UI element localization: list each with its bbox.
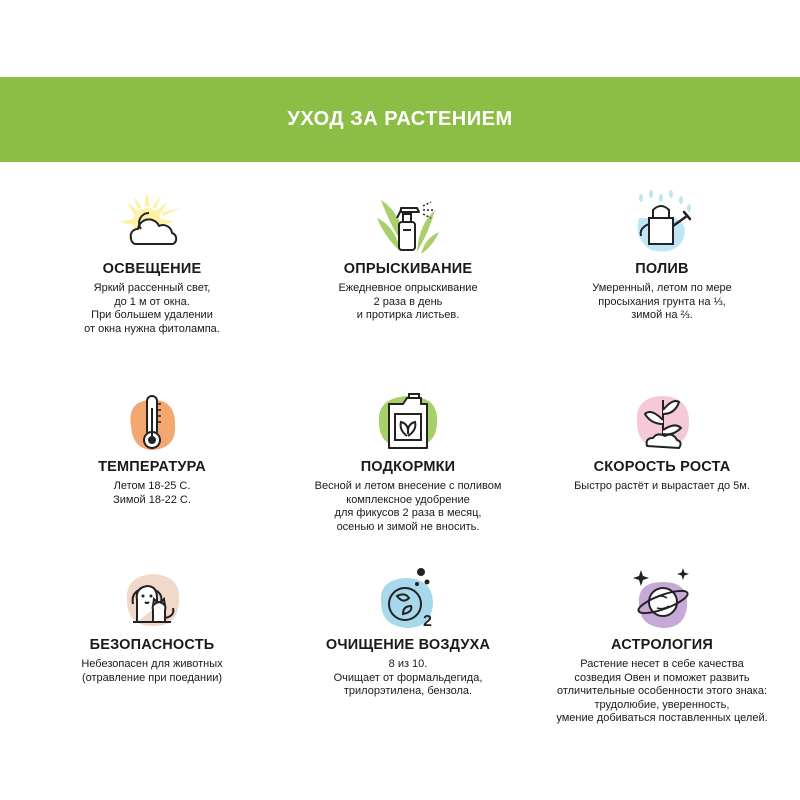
card-text: Яркий рассенный свет, до 1 м от окна. При большем удалении от окна нужна фитолампа. [84, 282, 220, 335]
icon-subscript-label: 2 [423, 613, 432, 630]
watering-can-icon [627, 188, 697, 258]
card-title: ОСВЕЩЕНИЕ [102, 261, 202, 277]
card-temperature [22, 386, 282, 507]
card-text: 8 из 10. Очищает от формальдегида, трилорэтилена, бензола. [333, 658, 483, 697]
card-safety [22, 564, 282, 685]
card-text: Умеренный, летом по мере просыхания грунта на ⅓, зимой на ⅔. [592, 282, 732, 321]
card-spraying [278, 188, 538, 323]
card-text: Быстро растёт и вырастает до 5м. [574, 480, 750, 492]
card-lighting [22, 188, 282, 336]
card-growth [532, 386, 792, 494]
card-title: ПОЛИВ [635, 261, 689, 277]
card-title: ОЧИЩЕНИЕ ВОЗДУХА [325, 637, 491, 653]
card-text: Растение несет в себе качества созведия Овен и поможет развить отличительные особенности этого знака: трудолюбие, уверенность, умение добиваться поставленных целей. [556, 658, 768, 724]
header-banner [0, 77, 800, 162]
spray-bottle-icon [373, 188, 443, 258]
air-purification-icon [373, 564, 443, 634]
page-title: УХОД ЗА РАСТЕНИЕМ [287, 108, 513, 130]
card-astrology [532, 564, 792, 726]
card-watering [532, 188, 792, 323]
thermometer-icon [117, 386, 187, 456]
card-text: Весной и летом внесение с поливом комплексное удобрение для фикусов 2 раза в месяц, осенью и зимой не вносить. [314, 480, 502, 533]
card-text: Ежедневное опрыскивание 2 раза в день и протирка листьев. [338, 282, 478, 321]
card-text: Небезопасен для животных (отравление при поедании) [81, 658, 223, 684]
card-title: ТЕМПЕРАТУРА [98, 459, 206, 475]
card-air-purification [278, 564, 538, 699]
sprout-icon [627, 386, 697, 456]
card-title: БЕЗОПАСНОСТЬ [89, 637, 215, 653]
card-title: ОПРЫСКИВАНИЕ [343, 261, 473, 277]
card-title: СКОРОСТЬ РОСТА [593, 459, 731, 475]
sun-cloud-icon [117, 188, 187, 258]
card-title: АСТРОЛОГИЯ [611, 637, 713, 653]
card-fertilizer [278, 386, 538, 534]
card-title: ПОДКОРМКИ [360, 459, 456, 475]
planet-icon [627, 564, 697, 634]
fertilizer-canister-icon [373, 386, 443, 456]
card-text: Летом 18-25 С. Зимой 18-22 С. [113, 480, 191, 506]
pets-icon [117, 564, 187, 634]
